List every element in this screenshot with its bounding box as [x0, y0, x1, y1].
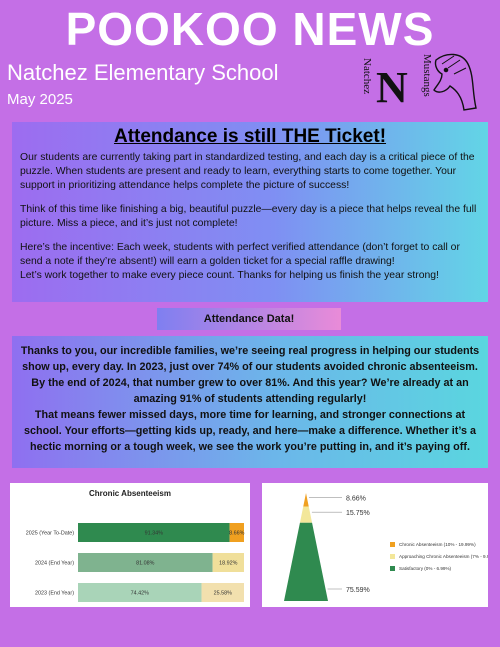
pyramid-value-label: 15.75%: [346, 510, 370, 518]
legend-label: Satisfactory (0% - 6.99%): [399, 566, 452, 571]
logo-right-text: Mustangs: [421, 54, 433, 97]
bar-chart-svg: [10, 483, 250, 607]
chronic-absenteeism-chart: [10, 483, 250, 607]
bar-data-label: 18.92%: [219, 560, 238, 567]
mustang-logo: [358, 50, 482, 122]
pyramid-tier: [284, 523, 328, 601]
pyramid-tier: [300, 506, 312, 522]
bar-data-label: 91.34%: [144, 530, 163, 537]
pyramid-tier: [303, 493, 308, 506]
bar-category-label: 2025 (Year To-Date): [25, 530, 74, 537]
summary-paragraph-1: Thanks to you, our incredible families, we’re seeing real progress in helping our students show up, every day. In 2023, just over 74% of our students avoided chronic absenteeism. By the end of 2024, that number grew to over 81%. And this year? We’re already at an amazing 91% of students attending regularly!: [20, 345, 480, 405]
pyramid-chart-svg: [262, 483, 488, 607]
legend-swatch: [390, 566, 395, 571]
logo-left-text: Natchez: [361, 58, 373, 95]
bar-category-label: 2023 (End Year): [35, 590, 74, 597]
logo-letter: N: [376, 63, 408, 112]
pyramid-value-label: 8.66%: [346, 495, 366, 503]
legend-swatch: [390, 554, 395, 559]
article-paragraph-2: Think of this time like finishing a big, beautiful puzzle—every day is a piece that helps reveal the full picture. Miss a piece, and it’s just not complete!: [20, 204, 477, 229]
legend-swatch: [390, 542, 395, 547]
article-heading: Attendance is still THE Ticket!: [113, 126, 387, 147]
issue-date: May 2025: [7, 91, 73, 108]
legend-label: Chronic Absenteeism (10% - 19.99%): [399, 542, 476, 547]
article-paragraph-1: Our students are currently taking part in standardized testing, and each day is a critical piece of the puzzle. When students are present and ready to learn, everything starts to come together. Your support in prioritizing attendance helps complete the picture of success!: [20, 152, 475, 191]
article-paragraph-3: Here’s the incentive: Each week, students with perfect verified attendance (don’t forget to call or send a note if they’re absent!) will earn a golden ticket for a special raffle drawing!: [20, 242, 460, 267]
legend-label: Approaching Chronic Absenteeism (7% - 9.99%): [399, 554, 488, 559]
bar-data-label: 8.66%: [229, 530, 245, 537]
bar-data-label: 74.42%: [130, 590, 149, 597]
attendance-summary: [12, 336, 488, 468]
bar-category-label: 2024 (End Year): [35, 560, 74, 567]
article-paragraph-4: Let’s work together to make every piece count. Thanks for helping us finish the year strong!: [20, 270, 439, 281]
summary-paragraph-2: That means fewer missed days, more time for learning, and stronger connections at school. Your efforts—getting kids up, ready, and here—make a difference. Whether it’s a hectic morning or a tough week, we see the work you’re putting in, and it’s paying off.: [24, 409, 476, 453]
school-name: Natchez Elementary School: [7, 60, 279, 85]
bar-data-label: 81.08%: [136, 560, 155, 567]
bar-chart-title: Chronic Absenteeism: [89, 489, 171, 498]
attendance-pyramid-chart: [262, 483, 488, 607]
attendance-data-label: Attendance Data!: [157, 308, 341, 330]
horse-head-icon: [434, 54, 476, 110]
attendance-article: [12, 122, 488, 302]
bar-data-label: 25.58%: [213, 590, 232, 597]
newsletter-title: POOKOO NEWS: [65, 3, 435, 55]
pyramid-value-label: 75.59%: [346, 587, 370, 594]
